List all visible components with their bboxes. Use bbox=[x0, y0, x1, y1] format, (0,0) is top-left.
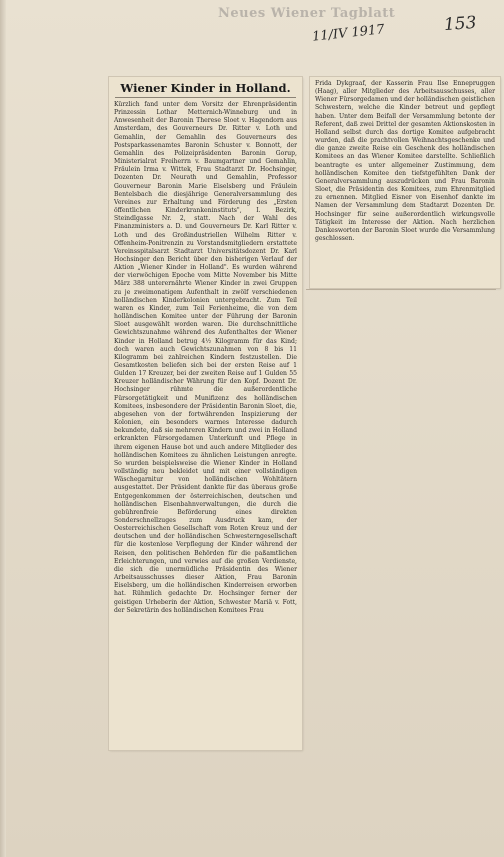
handwritten-date: 11/IV 1917 bbox=[311, 22, 386, 45]
newspaper-masthead: Neues Wiener Tagblatt bbox=[218, 6, 396, 21]
clipping-bottom-rule bbox=[306, 289, 496, 290]
handwritten-page-number: 153 bbox=[443, 12, 478, 36]
clipping-right-column bbox=[310, 77, 500, 288]
article-headline: Wiener Kinder in Holland. bbox=[115, 81, 296, 98]
article-body-left: Kürzlich fand unter dem Vorsitz der Ehrenpräsidentin Prinzessin Lothar Metternich-Winneburg und in Anwesenheit der Baronin Therese Sloet v. Hagendorn aus Amsterdam, des Gouverneurs Dr. Ritter v. Loth und Gemahlin, der Gemahlin des Gouverneurs des Postsparkassenamtes Baronin Schuster v. Bonnott, der Gemahlin des Polizeipräsidenten Baronin Gorup, Ministerialrat Freiherrn v. Baumgartner und Gemahlin, Fräulein Irma v. Wittek, Frau Stadtarzt Dr. Hochsinger, Dozenten Dr. Neurath und Gemahlin, Professor Gouverneur Baronin Marie Eiselsberg und Fräulein Bentelsbach die diesjährige Generalversammlung des Vereines zur Erhaltung und Förderung des „Ersten öffentlichen Kinderkrankeninstituts", I. Bezirk, Steindlgasse Nr. 2, statt. Nach der Wahl des Finanzministers a. D. und Gouverneurs Dr. Karl Ritter v. Loth und des Großindustriellen Wilhelm Ritter v. Offenheim-Ponitrenzin zu Vorstandsmitgliedern erstattete Vereinsspitalsarzt Stadtarzt Universitätsdozent Dr. Karl Hochsinger den Bericht über den bisherigen Verlauf der Aktion „Wiener Kinder in Holland". Es wurden während der vierwöchigen Epoche vom Mitte November bis Mitte März 388 unterernährte Wiener Kinder in zwei Gruppen zu je zweimonatigem Aufenthalt in zwölf verschiedenen holländischen Kinderkolonien untergebracht. Zum Teil waren es Kinder, zum Teil Ferienheime, die von dem holländischen Komitee unter der Führung der Baronin Sloet ausgewählt worden waren. Die durchschnittliche Gewichtszunahme während des Aufenthaltes der Wiener Kinder in Holland betrug 4½ Kilogramm für das Kind; doch waren auch Gewichtszunahmen von 8 bis 11 Kilogramm bei zahlreichen Kindern festzustellen. Die Gesamtkosten beliefen sich bei der ersten Reise auf 1 Gulden 17 Kreuzer, bei der zweiten Reise auf 1 Gulden 55 Kreuzer holländischer Währung für den Kopf. Dozent Dr. Hochsinger rühmte die außerordentliche Fürsorgetätigkeit und Munifizenz des holländischen Komitees, insbesondere der Präsidentin Baronin Sloet, die, abgesehen von der fortwährenden Inspizierung der Kolonien, ein besonders warmes Interesse dadurch bekundete, daß sie mehreren Kindern und zwei in Holland erkrankten Fürsorgedamen Unterkunft und Pflege in ihrem eigenen Hause bot und auch andere Mitglieder des holländischen Komitees zu ähnlichen Leistungen anregte. So wurden beispielsweise die Wiener Kinder in Holland vollständig neu bekleidet und mit einer vollständigen Wäschegarnitur von holländischen Wohltätern ausgestattet. Der Präsident dankte für das überaus große Entgegenkommen der österreichischen, deutschen und holländischen Eisenbahnverwaltungen, die durch die gebührenfreie Beförderung eines direkten Sonderschnellzuges zum Ausdruck kam, der Oesterreichischen Gesellschaft vom Roten Kreuz und der deutschen und der holländischen Schwesterngesellschaft für die kostenlose Verpflegung der Kinder während der Reisen, den politischen Behörden für die paßamtlichen Erleichterungen, und verwies auf die großen Verdienste, die sich die unermüdliche Präsidentin des Wiener Arbeitsausschusses dieser Aktion, Frau Baronin Eiselsberg, um die holländischen Kinderreisen erworben hat. Rühmlich gedachte Dr. Hochsinger ferner der geistigen Urheberin der Aktion, Schwester Mariä v. Fott, der Sekretärin des holländischen Komitees Frau bbox=[114, 101, 297, 614]
article-body-right: Frida Dykgraaf, der Kasserin Frau Ilse Ennepruggen (Haag), aller Mitglieder des Arbeitsausschusses, aller Wiener Fürsorgedamen und der holländischen geistlichen Schwestern, welche die Kinder betreut und gepflegt haben. Unter dem Beifall der Versammlung betonte der Referent, daß zwei Drittel der gesamten Aktionskosten in Holland selbst durch das dortige Komitee aufgebracht wurden, daß die prachtvollen Weihnachtsgeschenke und die ganze zweite Reise ein Geschenk des holländischen Komitees an das Wiener Komitee darstellte. Schließlich beantragte es unter allgemeiner Zustimmung, dem holländischen Komitee den tiefstgefühlten Dank der Generalversammlung auszudrücken und Frau Baronin Sloet, die Präsidentin des Komitees, zum Ehrenmitglied zu ernennen. Mitglied Eisner von Eisenhof dankte im Namen der Versammlung dem Stadtarzt Dozenten Dr. Hochsinger für seine außerordentlich wirkungsvolle Tätigkeit im Interesse der Aktion. Nach herzlichen Dankesworten der Baronin Sloet wurde die Versammlung geschlossen. bbox=[315, 80, 495, 242]
sheet-edge bbox=[0, 0, 6, 857]
clipping-left-column bbox=[109, 77, 302, 750]
